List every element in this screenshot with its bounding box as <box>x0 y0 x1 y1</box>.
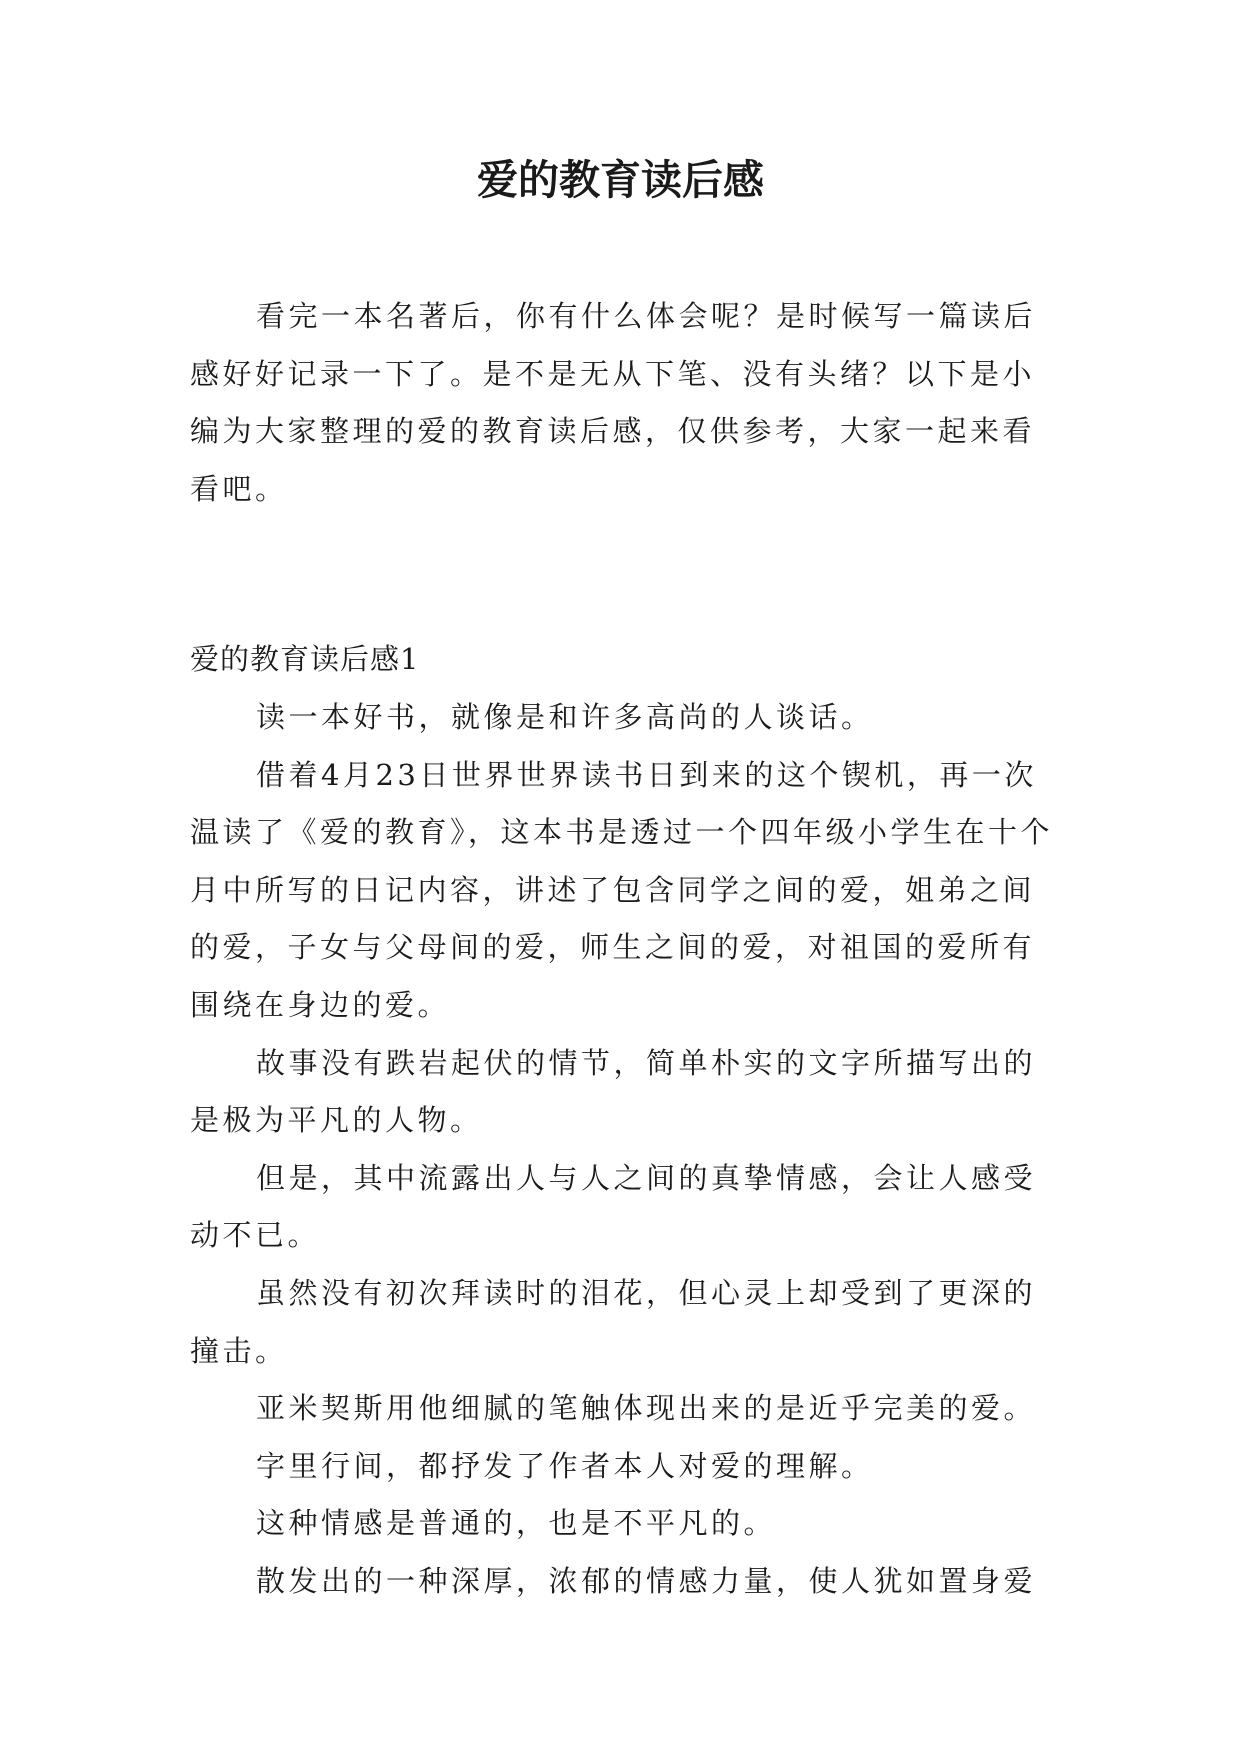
document-body <box>190 288 1060 1610</box>
body-paragraph: 这种情感是普通的，也是不平凡的。 <box>256 1506 777 1541</box>
body-paragraph: 但是，其中流露出人与人之间的真挚情感，会让人感受动不已。 <box>190 1160 1037 1253</box>
document-title: 爱的教育读后感 <box>477 156 764 204</box>
section-heading: 爱的教育读后感1 <box>190 642 420 677</box>
section-spacer <box>190 518 1060 631</box>
body-paragraph: 读一本好书，就像是和许多高尚的人谈话。 <box>256 699 874 734</box>
intro-paragraph: 看完一本名著后，你有什么体会呢？是时候写一篇读后感好好记录一下了。是不是无从下笔、没有头绪？以下是小编为大家整理的爱的教育读后感，仅供参考，大家一起来看看吧。 <box>190 299 1037 506</box>
body-paragraph: 散发出的一种深厚，浓郁的情感力量，使人犹如置身爱 <box>256 1563 1037 1598</box>
body-paragraph: 故事没有跌岩起伏的情节，简单朴实的文字所描写出的是极为平凡的人物。 <box>190 1045 1037 1138</box>
body-paragraph: 亚米契斯用他细腻的笔触体现出来的是近乎完美的爱。 <box>256 1391 1037 1426</box>
body-paragraph: 借着4月23日世界世界读书日到来的这个锲机，再一次温读了《爱的教育》，这本书是透过一个四年级小学生在十个月中所写的日记内容，讲述了包含同学之间的爱，姐弟之间的爱，子女与父母间的爱，师生之间的爱，对祖国的爱所有围绕在身边的爱。 <box>190 757 1054 1022</box>
body-paragraph: 字里行间，都抒发了作者本人对爱的理解。 <box>256 1448 874 1483</box>
body-paragraph: 虽然没有初次拜读时的泪花，但心灵上却受到了更深的撞击。 <box>190 1275 1037 1368</box>
